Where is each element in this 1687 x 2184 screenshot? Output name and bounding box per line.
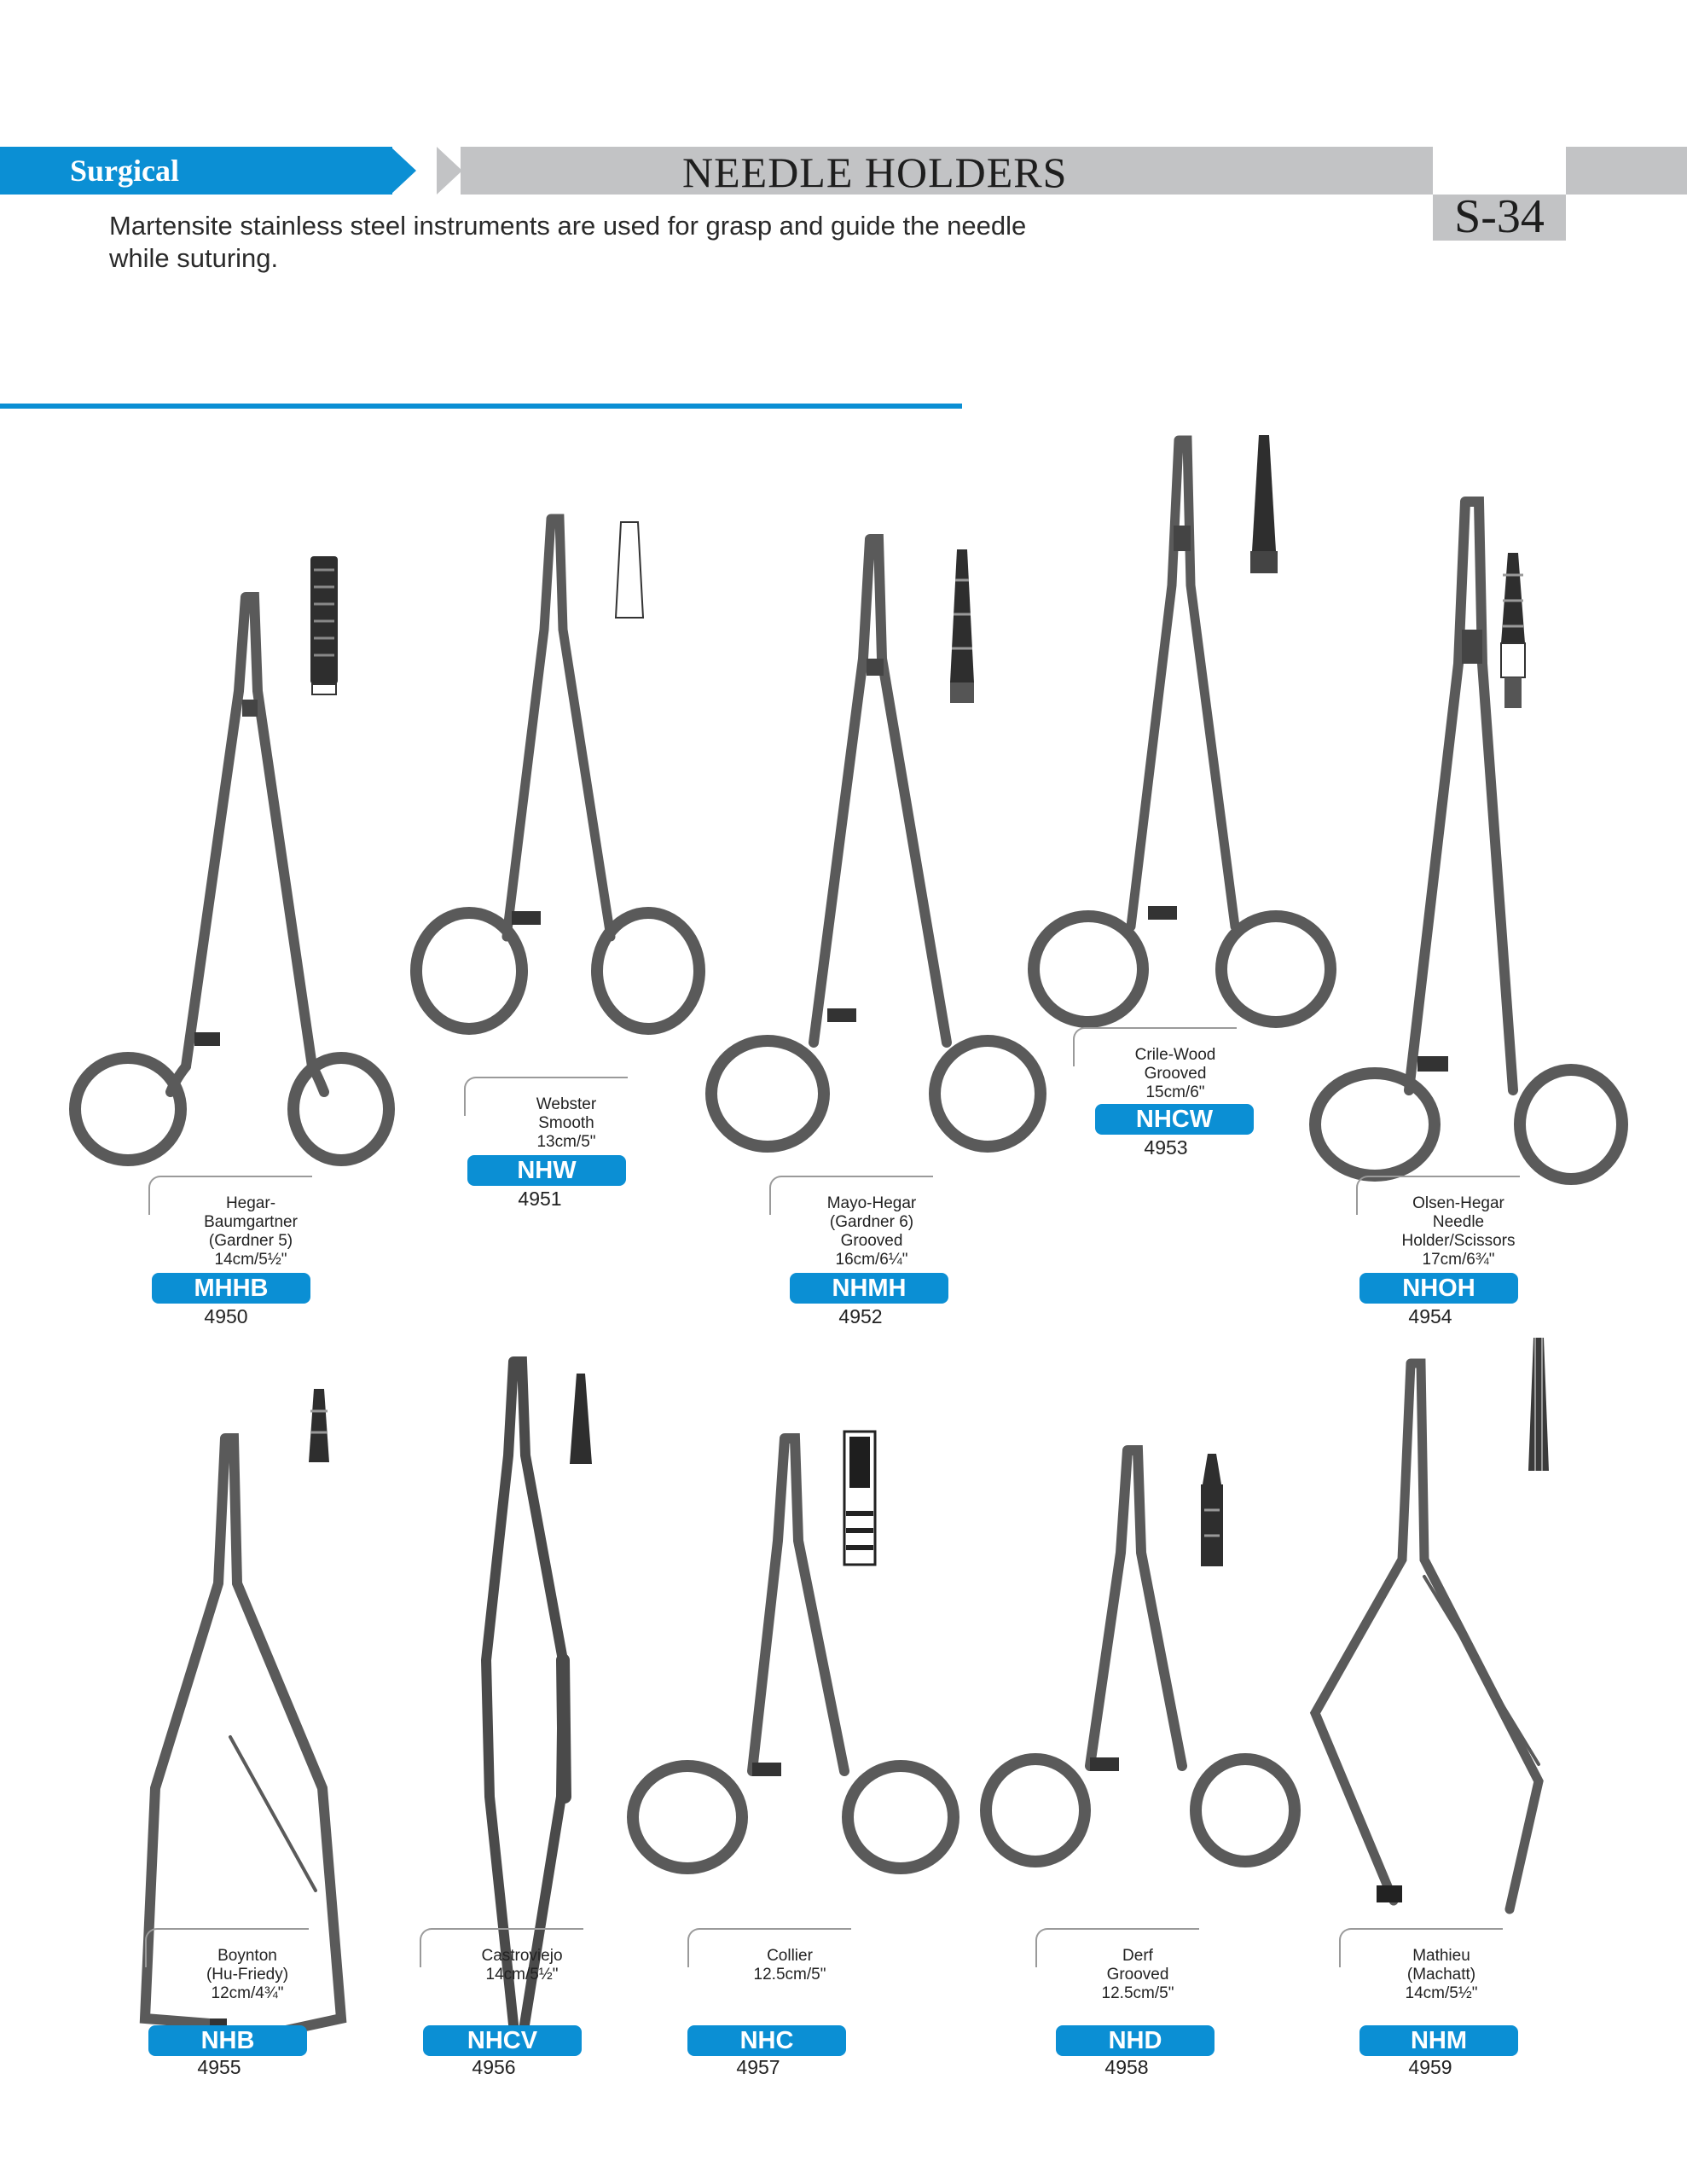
mathieu-jaw-detail-illustration — [1522, 1334, 1556, 1478]
product-code-badge: NHD — [1056, 2025, 1215, 2056]
product-code-badge: NHOH — [1359, 1273, 1518, 1304]
product-number: 4950 — [204, 1305, 248, 1327]
product-number: 4954 — [1408, 1305, 1452, 1327]
intro-text: Martensite stainless steel instruments are used for grasp and guide the needle while suturing. — [109, 211, 1027, 273]
product-name: Derf Grooved 12.5cm/5" — [1101, 1947, 1174, 2002]
product-name: Castroviejo 14cm/5½" — [481, 1947, 563, 1984]
collier-illustration — [619, 1430, 977, 1873]
section-band — [0, 147, 392, 195]
collier-jaw-detail-illustration — [841, 1428, 878, 1572]
derf-jaw-detail-illustration — [1197, 1450, 1226, 1574]
product-number: 4952 — [838, 1305, 883, 1327]
product-number: 4958 — [1104, 2056, 1149, 2078]
product-number: 4955 — [197, 2056, 241, 2078]
product-name: Hegar- Baumgartner (Gardner 5) 14cm/5½" — [204, 1194, 298, 1269]
webster-illustration — [392, 510, 733, 1039]
product-code-badge: NHW — [467, 1155, 626, 1186]
crile-jaw-detail-illustration — [1247, 432, 1281, 581]
blue-divider — [0, 404, 962, 409]
product-name: Crile-Wood Grooved 15cm/6" — [1134, 1046, 1216, 1101]
grooved-jaw-detail-illustration — [945, 546, 979, 712]
product-name: Boynton (Hu-Friedy) 12cm/4¾" — [206, 1947, 289, 2002]
title-band-end — [1566, 147, 1687, 195]
product-name: Collier 12.5cm/5" — [753, 1947, 826, 1984]
olsen-hegar-illustration — [1290, 493, 1631, 1176]
product-name: Mayo-Hegar (Gardner 6) Grooved 16cm/6¼" — [826, 1194, 917, 1269]
product-number: 4951 — [518, 1188, 562, 1210]
product-code-badge: MHHB — [152, 1273, 310, 1304]
product-name: Webster Smooth 13cm/5" — [536, 1095, 597, 1151]
product-code-badge: NHC — [687, 2025, 846, 2056]
page-title: NEEDLE HOLDERS — [682, 148, 1068, 196]
product-code-badge: NHM — [1359, 2025, 1518, 2056]
scissor-jaw-detail-illustration — [1496, 549, 1530, 716]
derf-illustration — [981, 1442, 1305, 1868]
castroviejo-jaw-detail-illustration — [566, 1370, 595, 1472]
mayo-hegar-illustration — [699, 531, 1058, 1145]
product-code-badge: NHMH — [790, 1273, 948, 1304]
product-name: Olsen-Hegar Needle Holder/Scissors 17cm/6¾" — [1401, 1194, 1516, 1269]
boynton-jaw-detail-illustration — [305, 1385, 333, 1472]
product-number: 4956 — [472, 2056, 516, 2078]
smooth-jaw-detail-illustration — [612, 519, 646, 625]
section-label: Surgical — [70, 154, 180, 188]
product-code-badge: NHCW — [1095, 1104, 1254, 1135]
product-code-badge: NHB — [148, 2025, 307, 2056]
jaw-detail-illustration — [307, 553, 341, 702]
product-code-badge: NHCV — [423, 2025, 582, 2056]
product-number: 4953 — [1144, 1136, 1188, 1159]
chevron-gray-icon — [437, 147, 462, 195]
chevron-blue-icon — [391, 147, 416, 195]
product-number: 4959 — [1408, 2056, 1452, 2078]
product-name: Mathieu (Machatt) 14cm/5½" — [1405, 1947, 1478, 2002]
hegar-baumgartner-illustration — [60, 589, 401, 1169]
page-code: S-34 — [1454, 190, 1545, 243]
product-number: 4957 — [736, 2056, 780, 2078]
